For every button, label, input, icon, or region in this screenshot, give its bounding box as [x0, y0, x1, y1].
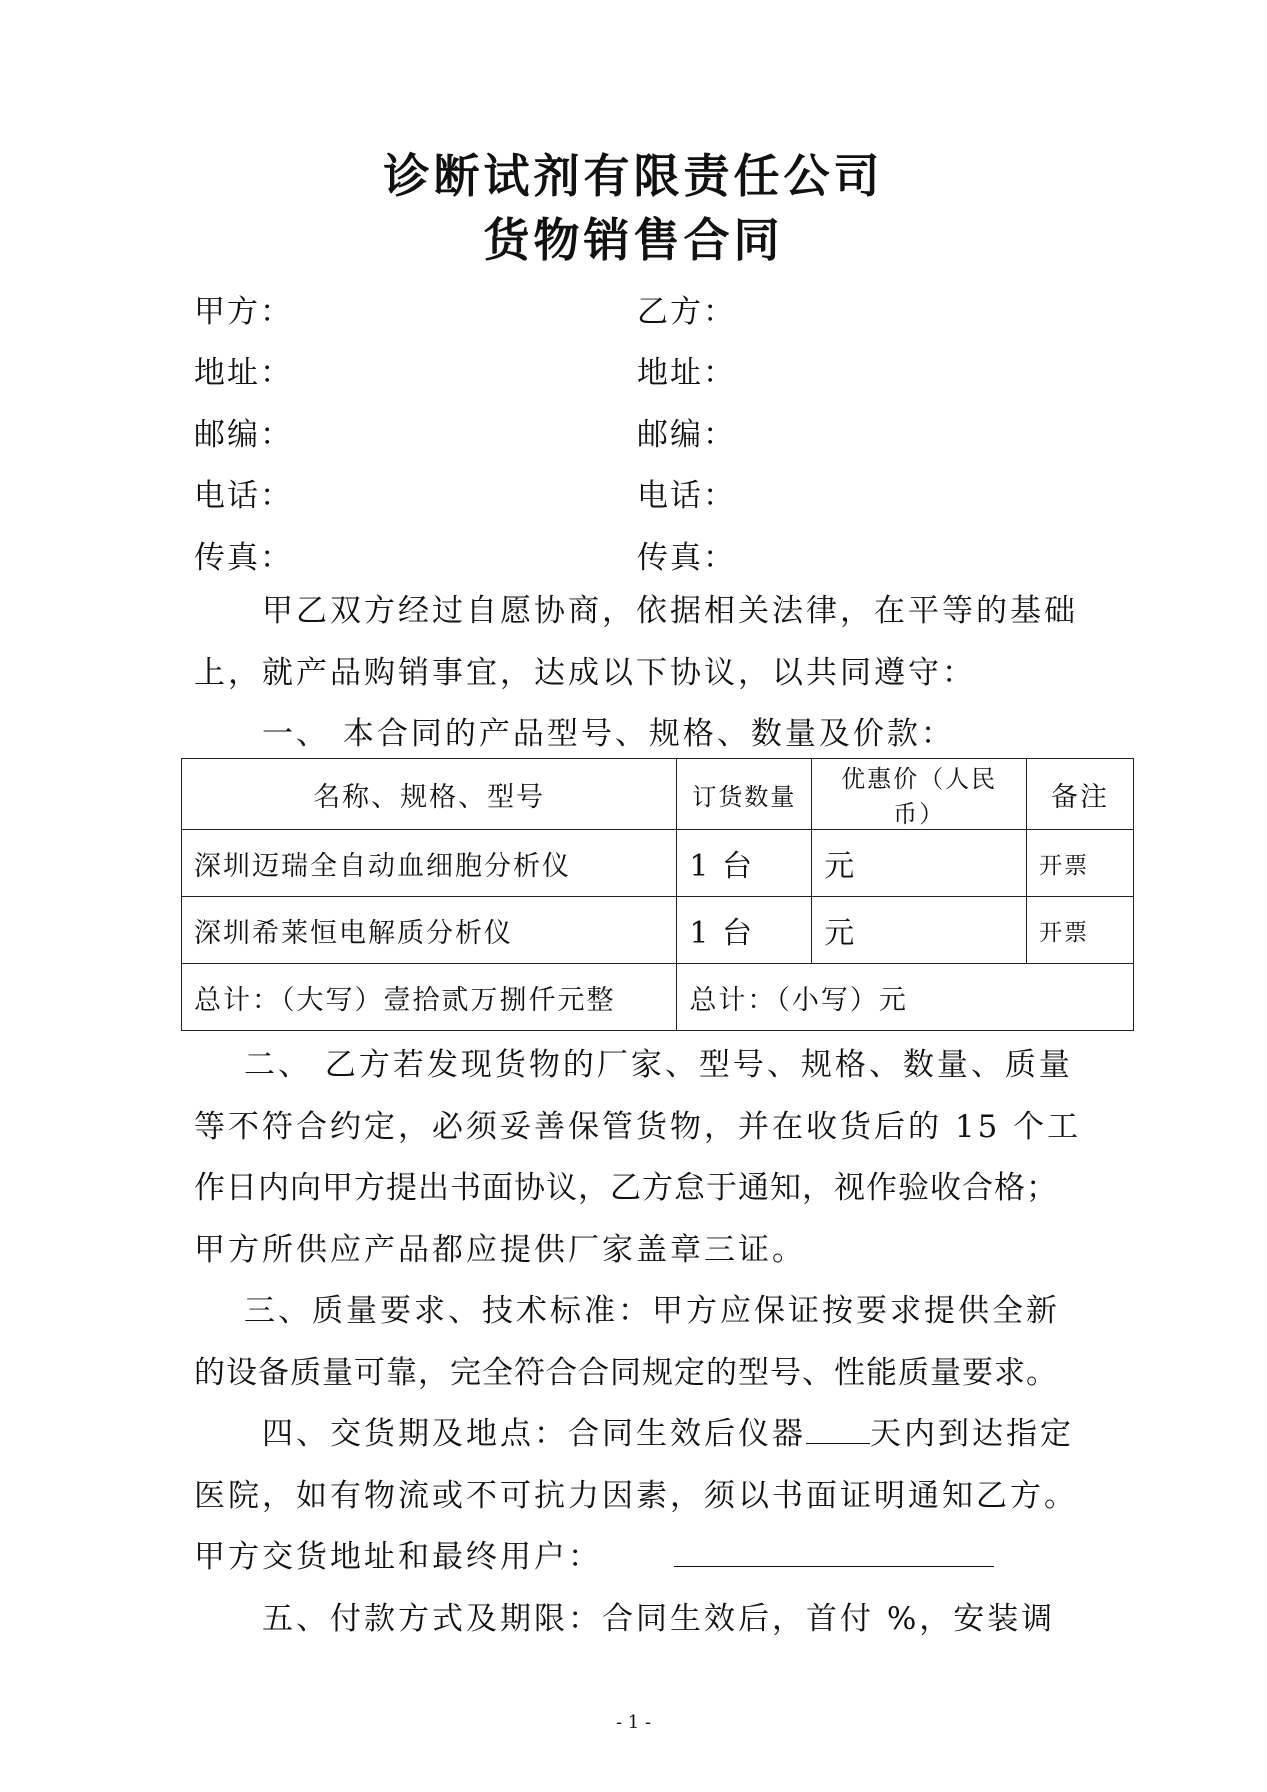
total-lower-case: 总计：（小写）元: [677, 964, 1134, 1031]
section1-heading: 一、 本合同的产品型号、规格、数量及价款：: [262, 716, 955, 752]
party-b-fax: 传真：: [637, 540, 736, 576]
row-quantity: 1 台: [677, 897, 812, 964]
row-note: 开票: [1027, 897, 1134, 964]
table-header-row: [182, 759, 1134, 830]
header-quantity: 订货数量: [677, 759, 812, 830]
section2-line-3: 作日内向甲方提出书面协议，乙方怠于通知，视作验收合格；: [194, 1170, 1058, 1206]
party-b-phone: 电话：: [637, 478, 736, 514]
party-a-fax: 传真：: [194, 540, 293, 576]
table-total-row: [182, 964, 1134, 1031]
party-a-phone: 电话：: [194, 478, 293, 514]
delivery-days-blank: [806, 1443, 870, 1444]
party-b-postcode: 邮编：: [637, 417, 736, 453]
contract-title: 货物销售合同: [483, 213, 784, 267]
preamble-line-2: 上，就产品购销事宜，达成以下协议，以共同遵守：: [194, 655, 976, 691]
header-note: 备注: [1027, 759, 1134, 830]
section4-line-1-start: 四、交货期及地点：合同生效后仪器: [262, 1416, 806, 1452]
section4-line-2: 医院，如有物流或不可抗力因素，须以书面证明通知乙方。: [194, 1478, 1078, 1514]
section4-line-1: [262, 1403, 1074, 1465]
party-b-name: 乙方：: [637, 294, 736, 330]
delivery-address-blank: [674, 1566, 994, 1567]
table-row: [182, 897, 1134, 964]
section4-line-1-end: 天内到达指定: [870, 1416, 1074, 1452]
section2-line-1: 二、 乙方若发现货物的厂家、型号、规格、数量、质量: [244, 1047, 1073, 1083]
header-name-spec-model: 名称、规格、型号: [182, 759, 677, 830]
party-a-address: 地址：: [194, 355, 293, 391]
section2-line-4: 甲方所供应产品都应提供厂家盖章三证。: [194, 1232, 806, 1268]
party-a-postcode: 邮编：: [194, 417, 293, 453]
total-upper-case: 总计：（大写）壹拾贰万捌仟元整: [182, 964, 677, 1031]
page-number: - 1 -: [615, 1712, 652, 1733]
preamble-line-1: 甲乙双方经过自愿协商，依据相关法律，在平等的基础: [262, 593, 1078, 629]
party-a-name: 甲方：: [194, 294, 293, 330]
row-price: 元: [812, 897, 1027, 964]
row-price: 元: [812, 830, 1027, 897]
row-product-name: 深圳希莱恒电解质分析仪: [182, 897, 677, 964]
section4-line-3: [194, 1526, 994, 1588]
table-row: [182, 830, 1134, 897]
goods-table: [181, 758, 1134, 1031]
row-quantity: 1 台: [677, 830, 812, 897]
row-product-name: 深圳迈瑞全自动血细胞分析仪: [182, 830, 677, 897]
section3-line-2: 的设备质量可靠，完全符合合同规定的型号、性能质量要求。: [194, 1355, 1058, 1391]
section2-line-2: 等不符合约定，必须妥善保管货物，并在收货后的 15 个工: [194, 1109, 1082, 1145]
section4-line-3-label: 甲方交货地址和最终用户：: [194, 1539, 602, 1575]
header-price: 优惠价（人民币）: [812, 759, 1027, 830]
row-note: 开票: [1027, 830, 1134, 897]
party-b-address: 地址：: [637, 355, 736, 391]
section3-line-1: 三、质量要求、技术标准：甲方应保证按要求提供全新: [244, 1293, 1060, 1329]
company-title: 诊断试剂有限责任公司: [383, 149, 884, 203]
section5-line-1: 五、付款方式及期限：合同生效后，首付 %，安装调: [262, 1601, 1056, 1637]
